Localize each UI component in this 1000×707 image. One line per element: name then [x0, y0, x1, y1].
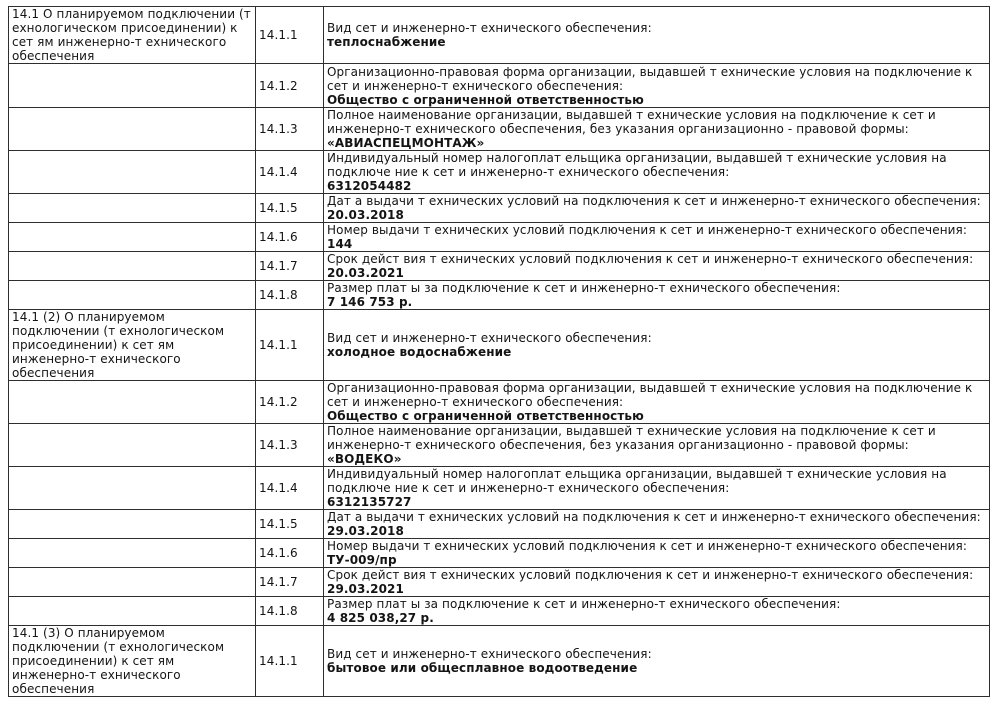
empty-cell [9, 467, 256, 510]
row-code: 14.1.4 [256, 467, 324, 510]
field-label: Номер выдачи т ехнических условий подключения к сет и инженерно-т ехнического обеспечения: [327, 539, 967, 553]
field-label: Полное наименование организации, выдавшей т ехнические условия на подключение к сет и инженерно-т ехнического обеспечения, без указания организационно - правовой формы: [327, 108, 936, 136]
field-label: Вид сет и инженерно-т ехнического обеспечения: [327, 21, 652, 35]
field-value: бытовое или общесплавное водоотведение [327, 661, 638, 675]
field-value: 144 [327, 237, 353, 251]
empty-cell [9, 510, 256, 539]
field-cell [324, 223, 990, 252]
section-title: 14.1 (2) О планируемом подключении (т ехнологическом присоединении) к сет ям инженерно-т ехнического обеспечения [12, 310, 225, 380]
section-title: 14.1 О планируемом подключении (т ехнологическом присоединении) к сет ям инженерно-т ехнического обеспечения [12, 7, 251, 63]
row-code: 14.1.2 [256, 381, 324, 424]
field-label: Срок дейст вия т ехнических условий подключения к сет и инженерно-т ехнического обеспечения: [327, 568, 974, 582]
field-label: Индивидуальный номер налогоплат ельщика организации, выдавшей т ехнические условия на подключе ние к сет и инженерно-т ехнического обеспечения: [327, 151, 947, 179]
field-value: Общество с ограниченной ответственностью [327, 409, 644, 423]
field-value: теплоснабжение [327, 35, 446, 49]
row-code: 14.1.5 [256, 510, 324, 539]
field-label: Дат а выдачи т ехнических условий на подключения к сет и инженерно-т ехнического обеспечения: [327, 510, 981, 524]
field-cell [324, 64, 990, 108]
row-code: 14.1.2 [256, 64, 324, 108]
table-row [9, 568, 990, 597]
field-label: Срок дейст вия т ехнических условий подключения к сет и инженерно-т ехнического обеспечения: [327, 252, 974, 266]
table-row [9, 424, 990, 467]
field-cell [324, 310, 990, 381]
field-value: 7 146 753 р. [327, 295, 413, 309]
table-row [9, 252, 990, 281]
row-code: 14.1.1 [256, 7, 324, 64]
field-cell [324, 539, 990, 568]
field-value: ТУ-009/пр [327, 553, 397, 567]
table-row [9, 467, 990, 510]
table-row [9, 597, 990, 626]
row-code: 14.1.5 [256, 194, 324, 223]
field-value: 6312135727 [327, 495, 412, 509]
field-cell [324, 281, 990, 310]
field-cell [324, 7, 990, 64]
empty-cell [9, 108, 256, 151]
empty-cell [9, 424, 256, 467]
field-label: Полное наименование организации, выдавшей т ехнические условия на подключение к сет и инженерно-т ехнического обеспечения, без указания организационно - правовой формы: [327, 424, 936, 452]
empty-cell [9, 151, 256, 194]
row-code: 14.1.8 [256, 281, 324, 310]
field-value: 29.03.2021 [327, 582, 404, 596]
empty-cell [9, 252, 256, 281]
field-cell [324, 252, 990, 281]
field-label: Организационно-правовая форма организации, выдавшей т ехнические условия на подключение к сет и инженерно-т ехнического обеспечения: [327, 64, 973, 93]
field-label: Размер плат ы за подключение к сет и инженерно-т ехнического обеспечения: [327, 281, 841, 295]
field-cell [324, 467, 990, 510]
field-value: «АВИАСПЕЦМОНТАЖ» [327, 136, 485, 150]
row-code: 14.1.3 [256, 424, 324, 467]
section-title-cell [9, 310, 256, 381]
table-row [9, 281, 990, 310]
empty-cell [9, 281, 256, 310]
field-cell [324, 194, 990, 223]
table-row [9, 539, 990, 568]
field-value: 20.03.2021 [327, 266, 404, 280]
table-row [9, 7, 990, 64]
empty-cell [9, 194, 256, 223]
row-code: 14.1.8 [256, 597, 324, 626]
row-code: 14.1.3 [256, 108, 324, 151]
table-row [9, 64, 990, 108]
field-value: Общество с ограниченной ответственностью [327, 92, 644, 107]
table-row [9, 510, 990, 539]
empty-cell [9, 64, 256, 108]
field-cell [324, 151, 990, 194]
field-cell [324, 597, 990, 626]
field-label: Вид сет и инженерно-т ехнического обеспечения: [327, 647, 652, 661]
row-code: 14.1.6 [256, 539, 324, 568]
row-code: 14.1.4 [256, 151, 324, 194]
empty-cell [9, 223, 256, 252]
field-value: 6312054482 [327, 179, 412, 193]
field-label: Дат а выдачи т ехнических условий на подключения к сет и инженерно-т ехнического обеспечения: [327, 194, 981, 208]
table-row [9, 151, 990, 194]
field-value: 20.03.2018 [327, 208, 404, 222]
empty-cell [9, 568, 256, 597]
section-title: 14.1 (3) О планируемом подключении (т ехнологическом присоединении) к сет ям инженерно-т ехнического обеспечения [12, 626, 225, 696]
row-code: 14.1.6 [256, 223, 324, 252]
field-cell [324, 626, 990, 697]
table-row [9, 108, 990, 151]
field-value: 29.03.2018 [327, 524, 404, 538]
field-label: Размер плат ы за подключение к сет и инженерно-т ехнического обеспечения: [327, 597, 841, 611]
row-code: 14.1.1 [256, 310, 324, 381]
field-value: холодное водоснабжение [327, 345, 512, 359]
table-row [9, 381, 990, 424]
field-value: 4 825 038,27 р. [327, 611, 434, 625]
field-label: Индивидуальный номер налогоплат ельщика организации, выдавшей т ехнические условия на подключе ние к сет и инженерно-т ехнического обеспечения: [327, 467, 947, 495]
field-cell [324, 381, 990, 424]
table-row [9, 223, 990, 252]
empty-cell [9, 597, 256, 626]
field-cell [324, 424, 990, 467]
field-label: Вид сет и инженерно-т ехнического обеспечения: [327, 331, 652, 345]
field-cell [324, 568, 990, 597]
empty-cell [9, 539, 256, 568]
field-value: «ВОДЕКО» [327, 452, 402, 466]
row-code: 14.1.1 [256, 626, 324, 697]
row-code: 14.1.7 [256, 252, 324, 281]
empty-cell [9, 381, 256, 424]
field-label: Организационно-правовая форма организации, выдавшей т ехнические условия на подключение к сет и инженерно-т ехнического обеспечения: [327, 381, 973, 409]
table-row [9, 310, 990, 381]
document-table [8, 6, 990, 697]
section-title-cell [9, 7, 256, 64]
section-title-cell [9, 626, 256, 697]
table-row [9, 194, 990, 223]
row-code: 14.1.7 [256, 568, 324, 597]
table-row [9, 626, 990, 697]
field-cell [324, 108, 990, 151]
field-cell [324, 510, 990, 539]
field-label: Номер выдачи т ехнических условий подключения к сет и инженерно-т ехнического обеспечения: [327, 223, 967, 237]
